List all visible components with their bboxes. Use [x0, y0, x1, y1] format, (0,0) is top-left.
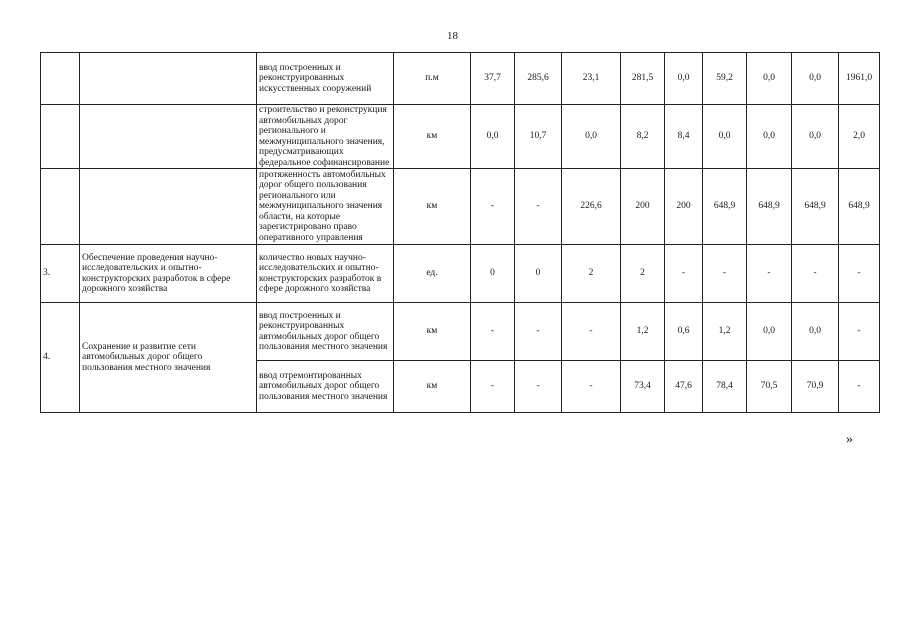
value-cell: 78,4	[703, 361, 747, 413]
value-cell: -	[515, 361, 562, 413]
value-cell: -	[703, 245, 747, 303]
row-number: 3.	[41, 245, 80, 303]
value-cell: 0,0	[792, 303, 839, 361]
indicator-cell: ввод построенных и реконструированных автомобильных дорог общего пользования местного значения	[257, 303, 394, 361]
value-cell: -	[515, 169, 562, 245]
value-cell: 648,9	[839, 169, 880, 245]
value-cell: 73,4	[621, 361, 665, 413]
value-cell: 281,5	[621, 53, 665, 105]
value-cell: 70,9	[792, 361, 839, 413]
value-cell: 8,4	[665, 105, 703, 169]
value-cell: 0	[515, 245, 562, 303]
value-cell: 0,0	[665, 53, 703, 105]
unit-cell: ед.	[394, 245, 471, 303]
activity-cell	[80, 169, 257, 245]
row-number: 4.	[41, 303, 80, 413]
value-cell: 0,0	[747, 53, 792, 105]
value-cell: 648,9	[792, 169, 839, 245]
activity-cell: Обеспечение проведения научно-исследовательских и опытно-конструкторских разработок в сфере дорожного хозяйства	[80, 245, 257, 303]
row-number	[41, 169, 80, 245]
value-cell: 47,6	[665, 361, 703, 413]
value-cell: 0,0	[471, 105, 515, 169]
table-row	[41, 303, 880, 361]
value-cell: 226,6	[562, 169, 621, 245]
table-row	[41, 105, 880, 169]
value-cell: 648,9	[703, 169, 747, 245]
value-cell: 1961,0	[839, 53, 880, 105]
value-cell: 1,2	[621, 303, 665, 361]
indicator-cell: количество новых научно-исследовательских и опытно-конструкторских разработок в сфере дорожного хозяйства	[257, 245, 394, 303]
value-cell: 2,0	[839, 105, 880, 169]
indicator-cell: ввод отремонтированных автомобильных дорог общего пользования местного значения	[257, 361, 394, 413]
activity-cell	[80, 105, 257, 169]
value-cell: 0,0	[703, 105, 747, 169]
value-cell: 70,5	[747, 361, 792, 413]
unit-cell: км	[394, 105, 471, 169]
value-cell: 285,6	[515, 53, 562, 105]
value-cell: 0,0	[792, 53, 839, 105]
indicator-cell: протяженность автомобильных дорог общего пользования регионального или межмуниципального значения области, на которые зарегистрировано право оперативного управления	[257, 169, 394, 245]
value-cell: -	[471, 303, 515, 361]
value-cell: 0,6	[665, 303, 703, 361]
activity-cell: Сохранение и развитие сети автомобильных дорог общего пользования местного значения	[80, 303, 257, 413]
value-cell: 0,0	[747, 303, 792, 361]
value-cell: -	[562, 303, 621, 361]
row-number	[41, 53, 80, 105]
value-cell: 200	[621, 169, 665, 245]
value-cell: 0,0	[562, 105, 621, 169]
value-cell: 648,9	[747, 169, 792, 245]
value-cell: 2	[621, 245, 665, 303]
value-cell: 0,0	[747, 105, 792, 169]
value-cell: 0,0	[792, 105, 839, 169]
value-cell: 2	[562, 245, 621, 303]
value-cell: 23,1	[562, 53, 621, 105]
value-cell: -	[839, 361, 880, 413]
table-row	[41, 53, 880, 105]
value-cell: 1,2	[703, 303, 747, 361]
unit-cell: п.м	[394, 53, 471, 105]
value-cell: 200	[665, 169, 703, 245]
unit-cell: км	[394, 169, 471, 245]
value-cell: -	[562, 361, 621, 413]
value-cell: -	[792, 245, 839, 303]
value-cell: 10,7	[515, 105, 562, 169]
indicator-cell: строительство и реконструкция автомобильных дорог регионального и межмуниципального значения, предусматривающих федеральное софинансирование	[257, 105, 394, 169]
unit-cell: км	[394, 361, 471, 413]
value-cell: -	[839, 245, 880, 303]
unit-cell: км	[394, 303, 471, 361]
value-cell: -	[515, 303, 562, 361]
page-number: 18	[447, 30, 458, 42]
value-cell: -	[665, 245, 703, 303]
value-cell: -	[471, 361, 515, 413]
closing-quote: »	[846, 432, 853, 447]
value-cell: -	[471, 169, 515, 245]
table-row	[41, 169, 880, 245]
table-row	[41, 245, 880, 303]
value-cell: 8,2	[621, 105, 665, 169]
row-number	[41, 105, 80, 169]
value-cell: 0	[471, 245, 515, 303]
indicator-cell: ввод построенных и реконструированных искусственных сооружений	[257, 53, 394, 105]
indicators-table	[40, 52, 880, 413]
value-cell: 37,7	[471, 53, 515, 105]
value-cell: 59,2	[703, 53, 747, 105]
activity-cell	[80, 53, 257, 105]
value-cell: -	[839, 303, 880, 361]
value-cell: -	[747, 245, 792, 303]
